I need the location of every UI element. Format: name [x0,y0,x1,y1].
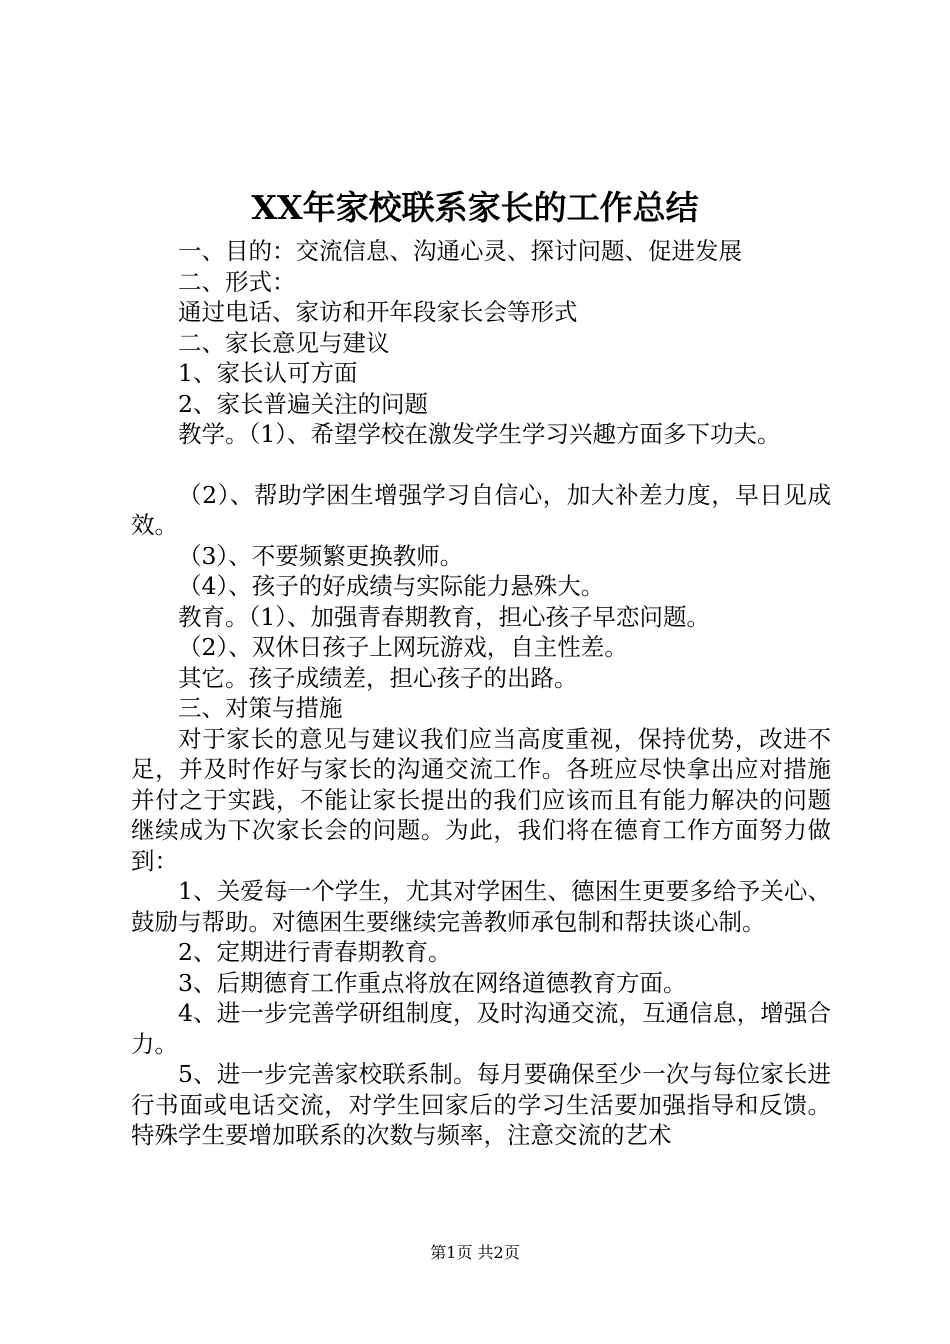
paragraph: （2）、帮助学困生增强学习自信心，加大补差力度，早日见成效。 [131,480,831,539]
paragraph: 一、目的：交流信息、沟通心灵、探讨问题、促进发展 [178,237,742,265]
paragraph: 对于家长的意见与建议我们应当高度重视，保持优势，改进不足，并及时作好与家长的沟通交流工作。各班应尽快拿出应对措施并付之于实践，不能让家长提出的我们应该而且有能力解决的问题继续成为下次家长会的问题。为此，我们将在德育工作方面努力做到： [131,724,831,875]
paragraph: （3）、不要频繁更换教师。 [178,541,464,570]
paragraph: 二、形式： [178,267,296,296]
paragraph: 4、进一步完善学研组制度，及时沟通交流，互通信息，增强合力。 [131,999,831,1058]
paragraph: （2）、双休日孩子上网玩游戏，自主性差。 [178,633,628,661]
paragraph: 教育。（1）、加强青春期教育，担心孩子早恋问题。 [178,602,710,631]
paragraph: 其它。孩子成绩差，担心孩子的出路。 [178,663,578,692]
paragraph: 5、进一步完善家校联系制。每月要确保至少一次与每位家长进行书面或电话交流，对学生回家后的学习生活要加强指导和反馈。特殊学生要增加联系的次数与频率，注意交流的艺术 [131,1060,831,1149]
paragraph: 教学。（1）、希望学校在激发学生学习兴趣方面多下功夫。 [178,420,781,448]
paragraph: 二、家长意见与建议 [178,328,390,357]
paragraph: （4）、孩子的好成绩与实际能力悬殊大。 [178,572,605,600]
paragraph: 1、家长认可方面 [178,359,358,387]
paragraph: 通过电话、家访和开年段家长会等形式 [178,298,578,326]
document-title: XX年家校联系家长的工作总结 [251,188,699,227]
paragraph: 3、后期德育工作重点将放在网络道德教育方面。 [178,968,687,997]
paragraph: 2、家长普遍关注的问题 [178,389,428,418]
paragraph: 三、对策与措施 [178,694,343,722]
paragraph: 1、关爱每一个学生，尤其对学困生、德困生更要多给予关心、鼓励与帮助。对德困生要继续完善教师承包制和帮扶谈心制。 [131,877,831,936]
document-body [131,236,831,1151]
paragraph: 2、定期进行青春期教育。 [178,938,452,966]
page-footer: 第1页 共2页 [430,1243,520,1262]
